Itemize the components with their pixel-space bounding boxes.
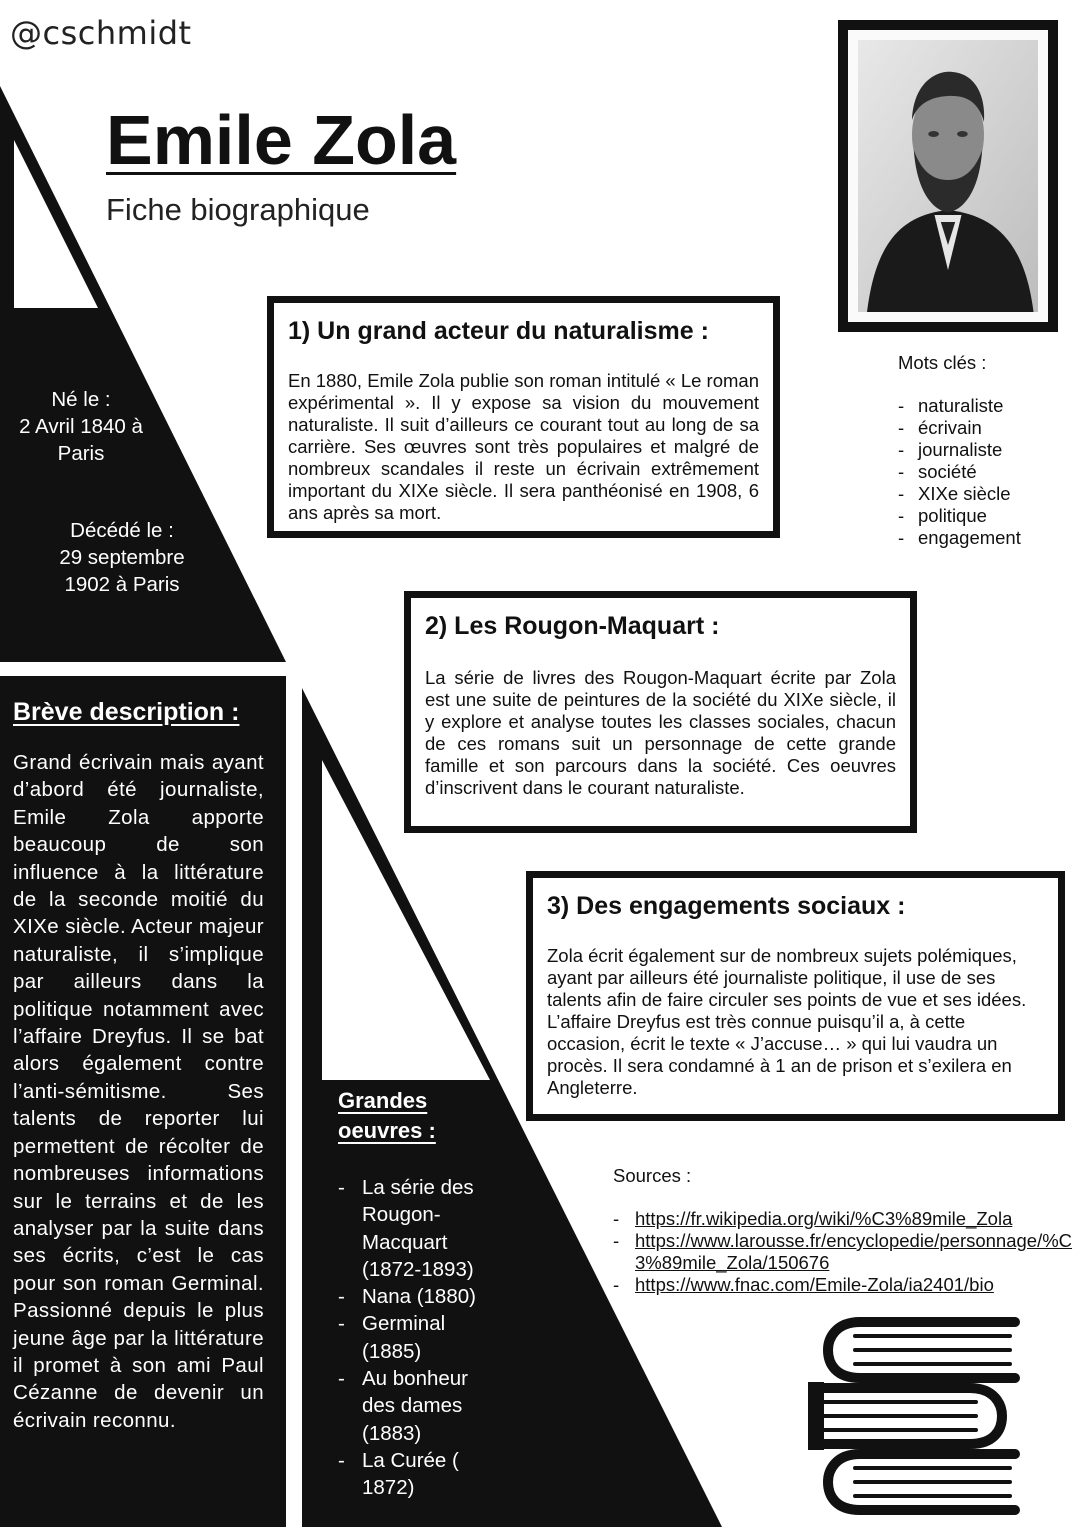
work-item: - Germinal (1885) xyxy=(336,1310,496,1365)
section-rougon-macquart-title: 2) Les Rougon-Maquart : xyxy=(425,612,720,640)
short-description-text: Grand écrivain mais ayant d’abord été journaliste, Emile Zola apporte beaucoup de son influence à la littérature de la seconde moitié du XIXe siècle. Acteur majeur naturaliste, il s’implique par ailleurs dans la politique notamment avec l’affaire Dreyfus. Il se bat alors également contre l’anti-sémitisme. Ses talents de reporter lui permettent de récolter de nombreuses informations sur le terrains et de les analyser par la suite dans ses écrits, c’est le cas pour son roman Germinal. Passionné depuis le plus jeune âge par la littérature il promet à son ami Paul Cézanne de devenir un écrivain reconnu. xyxy=(13,751,264,1432)
death-place: 1902 à Paris xyxy=(64,573,180,596)
work-item: - Au bonheur des dames (1883) xyxy=(336,1365,496,1447)
work-item: - Nana (1880) xyxy=(336,1283,496,1310)
death-label: Décédé le : xyxy=(70,519,174,542)
major-works-title-line1: Grandes xyxy=(338,1088,428,1113)
work-item: - La série des Rougon-Macquart (1872-1893) xyxy=(336,1174,496,1283)
work-item: - La Curée ( 1872) xyxy=(336,1447,496,1502)
keyword-item: - engagement xyxy=(898,527,1021,549)
section-social-engagement xyxy=(526,871,1065,1121)
keywords-list xyxy=(898,395,1021,549)
major-works-title xyxy=(338,1086,436,1146)
section-naturalism-text: En 1880, Emile Zola publie son roman intitulé « Le roman expérimental ». Il y expose sa vision du mouvement naturaliste. Il suit d’ailleurs ce courant tout au long de sa carrière. Ses œuvres sont très populaires et malgré de nombreux scandales il reste un écrivain extrêmement important du XIXe siècle. Il sera panthéonisé en 1908, 6 ans après sa mort. xyxy=(288,370,759,523)
birth-label: Né le : xyxy=(51,388,111,411)
portrait-photo xyxy=(848,30,1048,322)
keyword-item: - société xyxy=(898,461,1021,483)
major-works-list xyxy=(336,1174,496,1502)
sources-list xyxy=(613,1208,1073,1296)
sources-label: Sources : xyxy=(613,1165,692,1186)
section-rougon-macquart xyxy=(404,591,917,833)
portrait-frame xyxy=(838,20,1058,332)
birth-date: 2 Avril 1840 à xyxy=(19,415,143,438)
birth-place: Paris xyxy=(57,442,105,465)
major-works-title-line2: oeuvres : xyxy=(338,1118,436,1143)
section-naturalism-title: 1) Un grand acteur du naturalisme : xyxy=(288,317,709,345)
keyword-item: - naturaliste xyxy=(898,395,1021,417)
keywords-label: Mots clés : xyxy=(898,352,987,373)
short-description-title: Brève description : xyxy=(13,698,240,726)
death-date: 29 septembre xyxy=(59,546,185,569)
section-naturalism xyxy=(267,296,780,538)
section-rougon-macquart-text: La série de livres des Rougon-Maquart écrite par Zola est une suite de peintures de la société du XIXe siècle, il y explore et analyse toutes les classes sociales, chacun de ces romans suit un personnage de cette grande famille et son parcours dans la société. Ces oeuvres d’inscrivent dans le courant naturaliste. xyxy=(425,667,896,798)
keyword-item: - XIXe siècle xyxy=(898,483,1021,505)
source-item xyxy=(613,1208,1073,1230)
death-info xyxy=(40,517,204,598)
keyword-item: - écrivain xyxy=(898,417,1021,439)
section-social-engagement-text: Zola écrit également sur de nombreux sujets polémiques, ayant par ailleurs été journaliste politique, il use de ses talents afin de faire circuler ses points de vue et ses idées. L’affaire Dreyfus est très connue puisqu’il a, à cette occasion, écrit le texte « J’accuse… » qui lui vaudra un procès. Il sera condamné à 1 an de prison et s’exilera en Angleterre. xyxy=(547,945,1027,1098)
section-social-engagement-title: 3) Des engagements sociaux : xyxy=(547,892,906,920)
source-link[interactable]: https://fr.wikipedia.org/wiki/%C3%89mile_Zola xyxy=(635,1208,1013,1229)
source-item xyxy=(613,1274,1073,1296)
stack-of-books-icon xyxy=(800,1312,1025,1520)
page-title: Emile Zola xyxy=(106,101,457,179)
author-handle: @cschmidt xyxy=(10,14,192,52)
source-item xyxy=(613,1230,1073,1274)
short-description xyxy=(0,676,286,1527)
source-link[interactable]: https://www.larousse.fr/encyclopedie/personnage/%C3%89mile_Zola/150676 xyxy=(635,1230,1073,1273)
portrait-illustration xyxy=(858,40,1038,312)
keyword-item: - politique xyxy=(898,505,1021,527)
source-link[interactable]: https://www.fnac.com/Emile-Zola/ia2401/bio xyxy=(635,1274,994,1295)
keyword-item: - journaliste xyxy=(898,439,1021,461)
birth-info xyxy=(0,386,162,467)
page-subtitle: Fiche biographique xyxy=(106,192,370,227)
